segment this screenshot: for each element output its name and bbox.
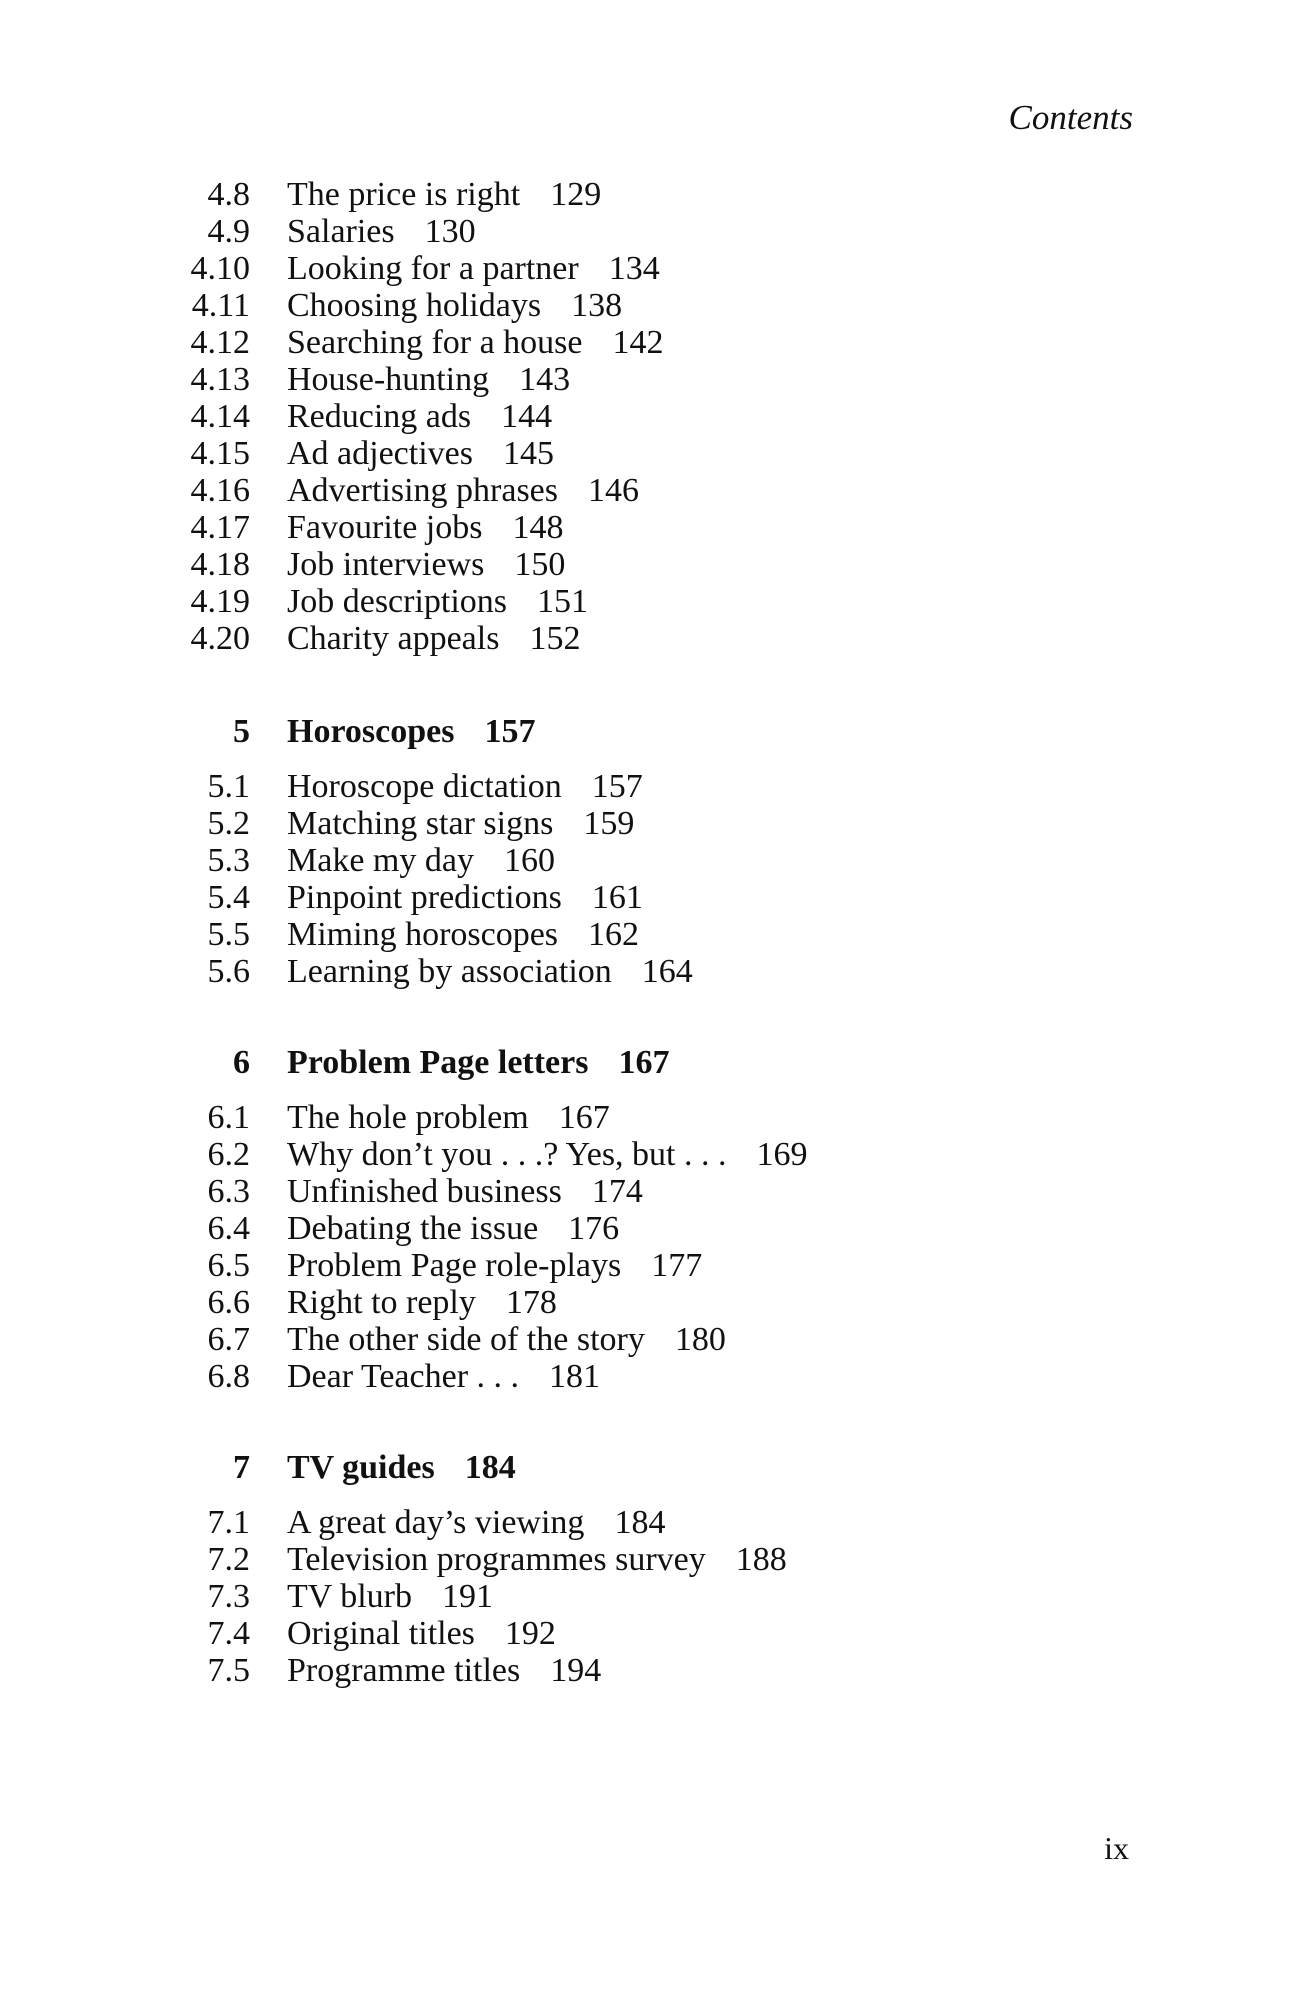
toc-entry-title-wrap (287, 1449, 516, 1486)
toc-entry-title: Make my day (287, 842, 474, 879)
toc-entry-page: 164 (641, 953, 693, 990)
toc-entry-page: 161 (591, 879, 643, 916)
toc-entry-number: 4.15 (190, 435, 250, 472)
toc-entry-title-wrap (287, 398, 552, 435)
toc-entry-page: 184 (464, 1449, 516, 1486)
toc-entry-title: Original titles (287, 1615, 475, 1652)
toc-entry-page: 167 (618, 1044, 670, 1081)
toc-entry-title: The hole problem (287, 1099, 529, 1136)
toc-entry-number: 4.19 (190, 583, 250, 620)
toc-entry-number: 6.3 (207, 1173, 250, 1210)
toc-entry-page: 151 (537, 583, 589, 620)
toc-entry-title-wrap (287, 546, 565, 583)
toc-entry-title: Ad adjectives (287, 435, 473, 472)
toc-entry-number: 4.12 (190, 324, 250, 361)
toc-entry-title-wrap (287, 768, 643, 805)
toc-entry-title: Looking for a partner (287, 250, 579, 287)
toc-entry-number: 6.1 (207, 1099, 250, 1136)
toc-entry-title-wrap (287, 1247, 702, 1284)
toc-entry-title: Matching star signs (287, 805, 554, 842)
toc-entry-page: 176 (568, 1210, 620, 1247)
toc-entry-page: 191 (441, 1578, 493, 1615)
toc-entry-number: 5 (233, 713, 250, 750)
toc-entry-title-wrap (287, 213, 476, 250)
toc-entry-page: 142 (612, 324, 664, 361)
toc-entry-number: 6.8 (207, 1358, 250, 1395)
toc-entry-number: 5.2 (207, 805, 250, 842)
toc-entry-page: 144 (501, 398, 553, 435)
toc-entry-number: 6 (233, 1044, 250, 1081)
toc-entry-page: 162 (588, 916, 640, 953)
toc-entry-title-wrap (287, 176, 601, 213)
toc-entry-page: 129 (550, 176, 602, 213)
toc-entry-number: 6.5 (207, 1247, 250, 1284)
toc-entry-title: Advertising phrases (287, 472, 559, 509)
toc-entry-title: Television programmes survey (287, 1541, 706, 1578)
toc-entry-title-wrap (287, 1358, 600, 1395)
toc-entry-title: Favourite jobs (287, 509, 483, 546)
toc-entry-page: 184 (614, 1504, 666, 1541)
toc-entry-number: 6.6 (207, 1284, 250, 1321)
toc-entry-title-wrap (287, 509, 563, 546)
toc-entry-number: 7.1 (207, 1504, 250, 1541)
toc-entry-number: 4.13 (190, 361, 250, 398)
toc-entry-title: Reducing ads (287, 398, 472, 435)
toc-entry-page: 146 (588, 472, 640, 509)
toc-entry-title: Programme titles (287, 1652, 521, 1689)
toc-entry-page: 134 (608, 250, 660, 287)
toc-entry-number: 5.3 (207, 842, 250, 879)
toc-entry-number: 7.5 (207, 1652, 250, 1689)
toc-entry-page: 181 (549, 1358, 601, 1395)
toc-entry-title-wrap (287, 713, 535, 750)
toc-entry-page: 178 (505, 1284, 557, 1321)
toc-entry-title: TV guides (287, 1449, 435, 1486)
toc-entry-title: Why don’t you . . .? Yes, but . . . (287, 1136, 727, 1173)
toc-entry-title: Learning by association (287, 953, 612, 990)
toc-entry-page: 130 (424, 213, 476, 250)
toc-entry-number: 4.11 (191, 287, 250, 324)
toc-entry-title-wrap (287, 472, 639, 509)
toc-entry-title-wrap (287, 879, 643, 916)
toc-entry-title-wrap (287, 1044, 669, 1081)
toc-entry-number: 6.4 (207, 1210, 250, 1247)
toc-entry-page: 169 (756, 1136, 808, 1173)
toc-entry-title-wrap (287, 1173, 643, 1210)
toc-entry-title-wrap (287, 361, 570, 398)
toc-entry-title-wrap (287, 1541, 787, 1578)
toc-entry-title: Job interviews (287, 546, 485, 583)
toc-entry-page: 143 (519, 361, 571, 398)
toc-entry-title: Charity appeals (287, 620, 500, 657)
toc-entry-page: 152 (529, 620, 581, 657)
page-number: ix (1104, 1830, 1129, 1866)
toc-entry-page: 157 (591, 768, 643, 805)
toc-entry-number: 7.2 (207, 1541, 250, 1578)
toc-entry-number: 7.3 (207, 1578, 250, 1615)
toc-entry-number: 4.18 (190, 546, 250, 583)
toc-entry-number: 4.16 (190, 472, 250, 509)
toc-entry-title: Choosing holidays (287, 287, 542, 324)
toc-entry-page: 194 (550, 1652, 602, 1689)
toc-entry-title: Dear Teacher . . . (287, 1358, 520, 1395)
toc-entry-title: Unfinished business (287, 1173, 562, 1210)
toc-entry-number: 5.4 (207, 879, 250, 916)
toc-entry-title: A great day’s viewing (287, 1504, 585, 1541)
toc-entry-title-wrap (287, 916, 639, 953)
toc-entry-title-wrap (287, 1652, 601, 1689)
toc-entry-number: 5.5 (207, 916, 250, 953)
toc-entry-number: 4.8 (207, 176, 250, 213)
toc-entry-title-wrap (287, 953, 693, 990)
toc-entry-page: 167 (558, 1099, 610, 1136)
toc-entry-page: 150 (514, 546, 566, 583)
toc-entry-page: 174 (591, 1173, 643, 1210)
toc-entry-number: 4.10 (190, 250, 250, 287)
toc-entry-number: 6.2 (207, 1136, 250, 1173)
toc-entry-page: 157 (484, 713, 536, 750)
toc-entry-title: Job descriptions (287, 583, 508, 620)
toc-entry-title-wrap (287, 1615, 556, 1652)
toc-entry-title-wrap (287, 324, 664, 361)
toc-entry-title-wrap (287, 1284, 557, 1321)
toc-entry-title-wrap (287, 287, 622, 324)
toc-entry-page: 180 (674, 1321, 726, 1358)
toc-entry-title: Horoscope dictation (287, 768, 562, 805)
toc-entry-title: The other side of the story (287, 1321, 645, 1358)
toc-entry-page: 145 (503, 435, 554, 472)
toc-entry-number: 5.6 (207, 953, 250, 990)
toc-entry-title-wrap (287, 1210, 619, 1247)
toc-entry-title: Right to reply (287, 1284, 476, 1321)
toc-entry-page: 177 (651, 1247, 703, 1284)
toc-entry-number: 4.9 (207, 213, 250, 250)
toc-entry-number: 7 (233, 1449, 250, 1486)
toc-entry-page: 148 (512, 509, 564, 546)
running-header: Contents (1008, 98, 1133, 137)
toc-entry-number: 4.14 (190, 398, 250, 435)
toc-entry-title: Problem Page letters (287, 1044, 589, 1081)
toc-entry-page: 192 (504, 1615, 556, 1652)
toc-entry-title-wrap (287, 583, 588, 620)
toc-entry-page: 159 (583, 805, 635, 842)
toc-entry-title: Pinpoint predictions (287, 879, 562, 916)
toc-entry-title: The price is right (287, 176, 521, 213)
toc-entry-number: 5.1 (207, 768, 250, 805)
toc-entry-title: House-hunting (287, 361, 490, 398)
toc-entry-number: 4.17 (190, 509, 250, 546)
toc-entry-page: 160 (503, 842, 555, 879)
toc-entry-title-wrap (287, 435, 554, 472)
toc-entry-page: 188 (735, 1541, 787, 1578)
toc-entry-title: Problem Page role-plays (287, 1247, 622, 1284)
toc-entry-title: Horoscopes (287, 713, 455, 750)
toc-entry-title-wrap (287, 250, 660, 287)
toc-entry-title-wrap (287, 1321, 726, 1358)
toc-entry-title-wrap (287, 1504, 665, 1541)
toc-entry-title-wrap (287, 620, 580, 657)
toc-entry-number: 4.20 (190, 620, 250, 657)
toc-entry-number: 7.4 (207, 1615, 250, 1652)
toc-entry-number: 6.7 (207, 1321, 250, 1358)
toc-entry-title: Debating the issue (287, 1210, 539, 1247)
toc-entry-title: Searching for a house (287, 324, 583, 361)
toc-entry-title-wrap (287, 842, 555, 879)
toc-entry-title-wrap (287, 1099, 610, 1136)
toc-entry-title: Salaries (287, 213, 395, 250)
toc-entry-title-wrap (287, 805, 634, 842)
toc-entry-title: TV blurb (287, 1578, 412, 1615)
toc-entry-title: Miming horoscopes (287, 916, 559, 953)
toc-entry-title-wrap (287, 1136, 808, 1173)
toc-entry-page: 138 (571, 287, 623, 324)
toc-entry-title-wrap (287, 1578, 493, 1615)
